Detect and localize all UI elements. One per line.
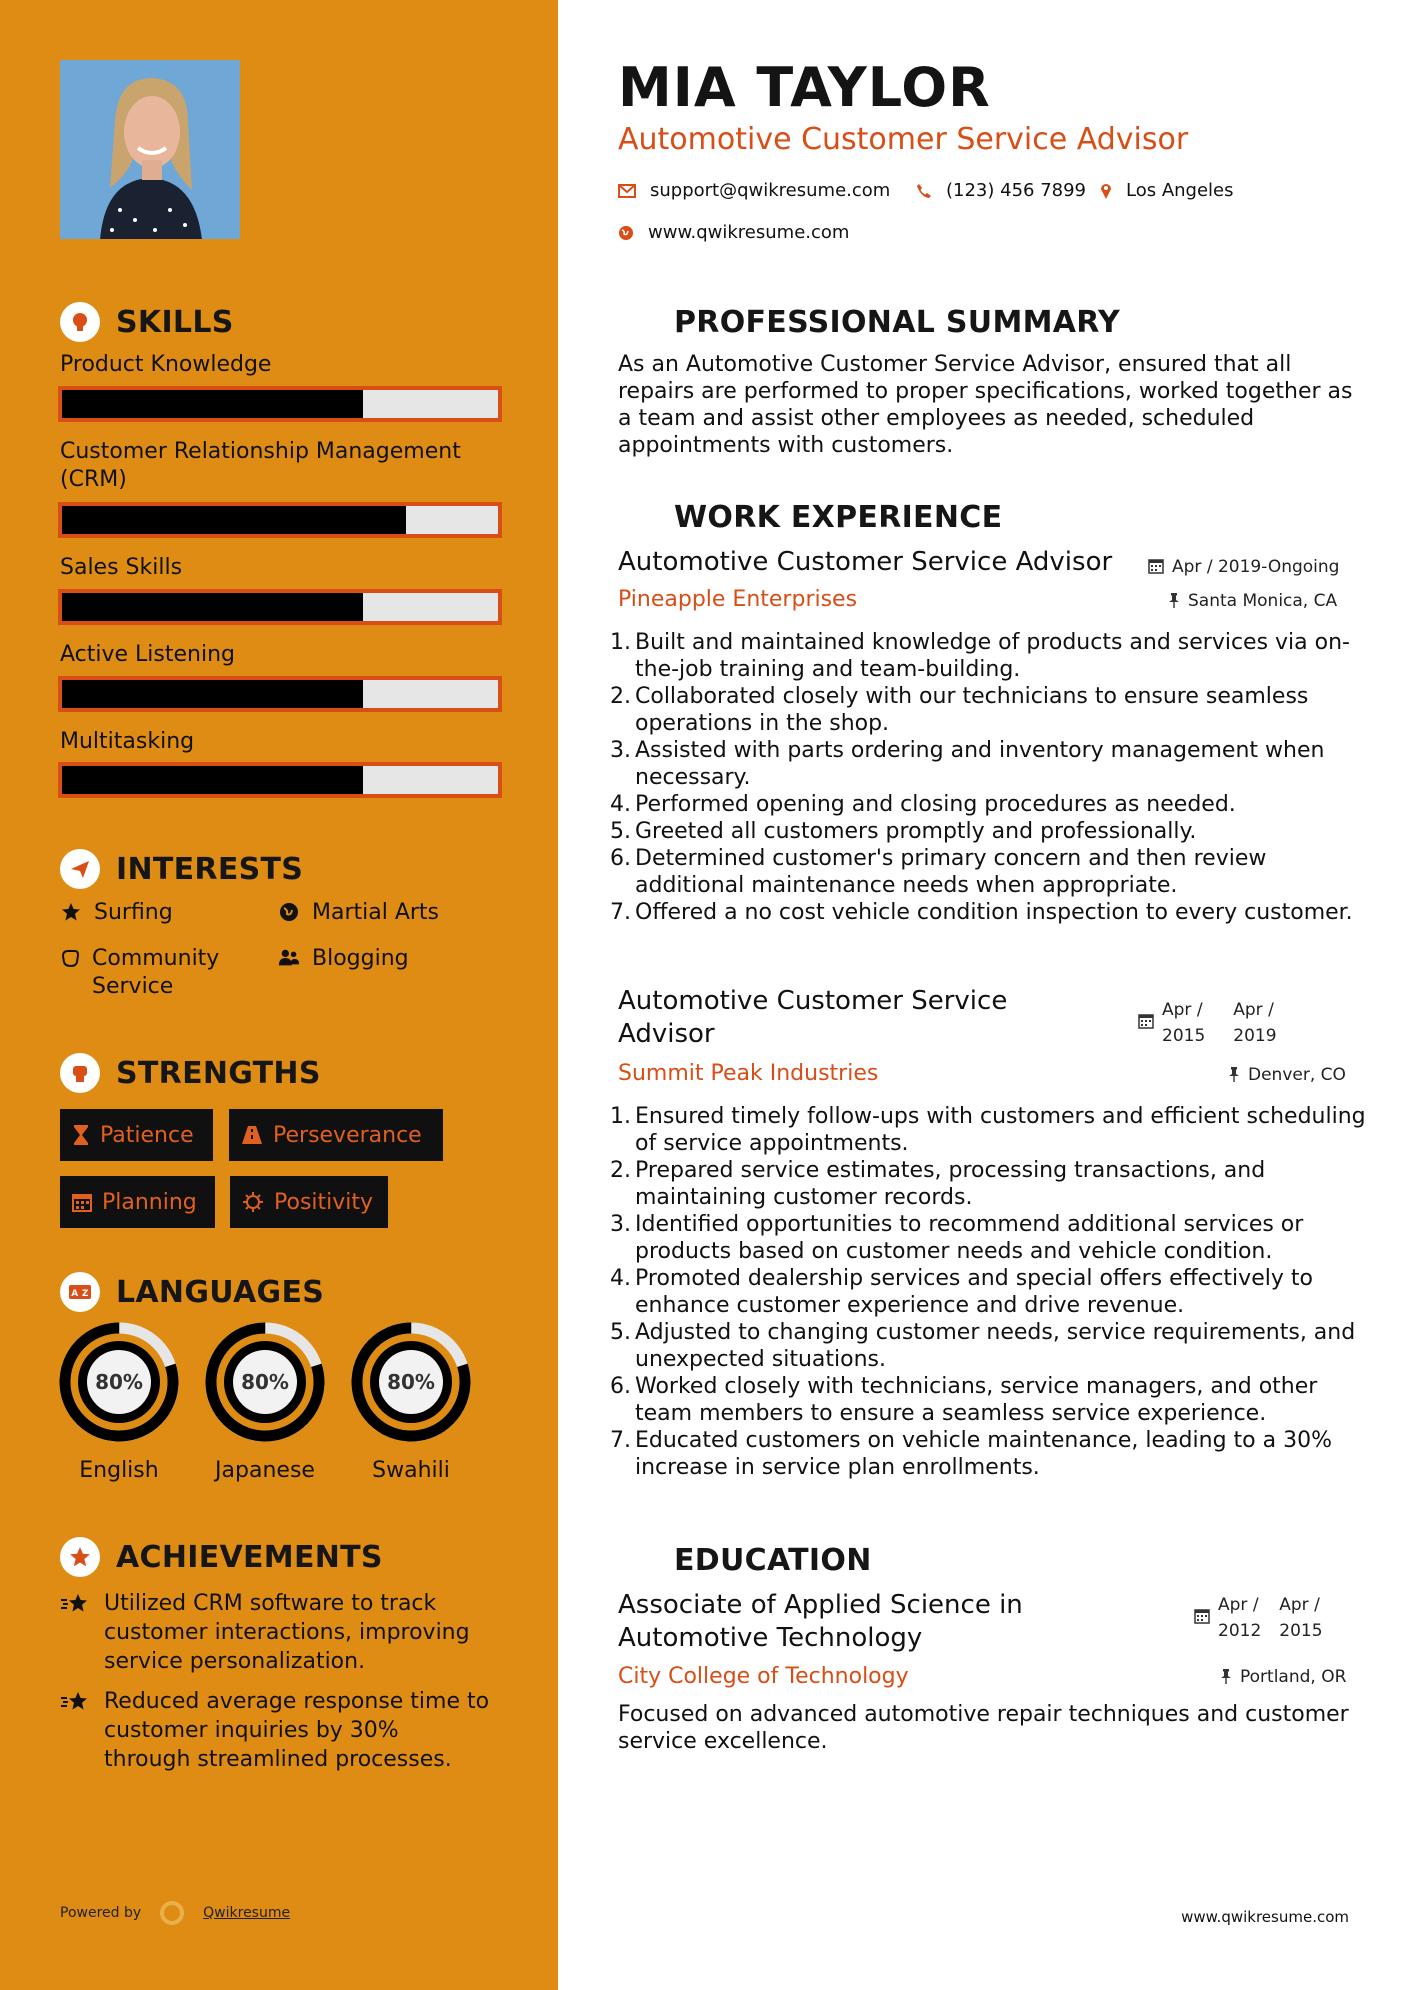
- paper-plane-icon: [60, 849, 100, 889]
- sidebar: [0, 0, 558, 1990]
- translate-icon: [60, 1272, 100, 1312]
- hand-icon: [60, 945, 80, 968]
- skill-bar-fill: [62, 390, 363, 418]
- education-heading: EDUCATION: [618, 1540, 872, 1580]
- list-item: 1. Ensured timely follow-ups with customers and efficient scheduling of service appointments.: [610, 1104, 1366, 1156]
- interests-heading: [60, 849, 303, 889]
- award-star-icon: [60, 1537, 100, 1577]
- job-location: Denver, CO: [1228, 1062, 1346, 1088]
- star-icon: [60, 899, 82, 922]
- list-item: 3. Identified opportunities to recommend additional services or products based on customer needs and vehicle condition.: [610, 1212, 1304, 1264]
- calendar-icon: [72, 1192, 92, 1212]
- skill-bar: [58, 762, 502, 798]
- road-icon: [241, 1125, 263, 1145]
- strength-chip: Patience: [60, 1109, 213, 1161]
- star-burst-icon: [60, 1687, 92, 1774]
- job-date: Apr / 2019-Ongoing: [1148, 554, 1339, 580]
- list-item: 6. Worked closely with technicians, service managers, and other team members to ensure a seamless service experience.: [610, 1374, 1318, 1426]
- strength-chip: Planning: [60, 1176, 215, 1228]
- skill-label: Product Knowledge: [60, 352, 272, 377]
- skills-heading: [60, 302, 234, 342]
- school-name: City College of Technology: [618, 1664, 909, 1689]
- graduation-icon: [618, 1540, 658, 1580]
- profile-photo: [60, 60, 240, 239]
- skill-bar-fill: [62, 680, 363, 708]
- strength-chip: Positivity: [230, 1176, 388, 1228]
- languages-heading-text: LANGUAGES: [116, 1274, 325, 1310]
- company-name: Pineapple Enterprises: [618, 587, 858, 612]
- interest-item: Martial Arts: [278, 899, 439, 927]
- user-icon: [618, 302, 658, 342]
- footer-website[interactable]: www.qwikresume.com: [1181, 1908, 1349, 1926]
- skill-bar: [58, 589, 502, 625]
- skill-bar: [58, 502, 502, 538]
- candidate-name: MIA TAYLOR: [618, 56, 991, 119]
- contact-location: Los Angeles: [1100, 180, 1234, 201]
- job-location: Santa Monica, CA: [1168, 588, 1337, 614]
- summary-heading: PROFESSIONAL SUMMARY: [618, 302, 1120, 342]
- email-link[interactable]: support@qwikresume.com: [650, 180, 891, 201]
- envelope-icon: [618, 184, 636, 198]
- list-item: 5. Adjusted to changing customer needs, service requirements, and unexpected situations.: [610, 1320, 1356, 1372]
- lightbulb-icon: [60, 302, 100, 342]
- skill-bar: [58, 386, 502, 422]
- pushpin-icon: [1228, 1062, 1240, 1082]
- skill-label: Customer Relationship Management (CRM): [60, 439, 461, 492]
- calendar-icon: [1148, 554, 1164, 574]
- strengths-heading: [60, 1053, 321, 1093]
- location-pin-icon: [1100, 182, 1112, 200]
- language-ring: [58, 1321, 180, 1443]
- job-title: Automotive Customer Service Advisor: [618, 547, 1113, 577]
- list-item: 6. Determined customer's primary concern and then review additional maintenance needs when appropriate.: [610, 846, 1267, 898]
- star-burst-icon: [60, 1589, 92, 1676]
- interests-heading-text: INTERESTS: [116, 851, 304, 887]
- language-ring: [350, 1321, 472, 1443]
- skill-bar: [58, 676, 502, 712]
- contact-website: [618, 222, 849, 243]
- languages-heading: [60, 1272, 324, 1312]
- summary-text: As an Automotive Customer Service Advisor, ensured that all repairs are performed to proper specifications, worked together as a team and assist other employees as needed, scheduled appointments with customers.: [618, 352, 1353, 458]
- job-date: Apr / 2015 Apr / 2019: [1138, 997, 1277, 1049]
- svg-text:A Z: A Z: [71, 1289, 89, 1299]
- list-item: 4. Promoted dealership services and special offers effectively to enhance customer experience and drive revenue.: [610, 1266, 1313, 1318]
- powered-by: Powered by Qwikresume: [60, 1900, 290, 1926]
- fist-icon: [60, 1053, 100, 1093]
- work-experience-heading: WORK EXPERIENCE: [618, 497, 1002, 537]
- list-item: 2. Prepared service estimates, processing transactions, and maintaining customer records.: [610, 1158, 1266, 1210]
- achievement-item: Utilized CRM software to track customer interactions, improving service personalization.: [60, 1589, 490, 1676]
- education-location: Portland, OR: [1220, 1664, 1346, 1690]
- contact-phone: [916, 180, 1086, 201]
- job-bullets: [610, 629, 1370, 926]
- language-label: Japanese: [215, 1458, 315, 1483]
- candidate-title: Automotive Customer Service Advisor: [618, 122, 1189, 157]
- list-item: 7. Offered a no cost vehicle condition inspection to every customer.: [610, 900, 1353, 925]
- users-icon: [278, 945, 300, 968]
- skill-bar-fill: [62, 506, 406, 534]
- achievements-heading: [60, 1537, 383, 1577]
- job-bullets: [610, 1103, 1370, 1481]
- interest-item: Blogging: [278, 945, 409, 973]
- interest-item: Community Service: [60, 945, 260, 1001]
- globe-icon: [618, 225, 634, 241]
- list-item: 4. Performed opening and closing procedures as needed.: [610, 792, 1236, 817]
- phone-link[interactable]: (123) 456 7899: [946, 180, 1087, 201]
- achievements-heading-text: ACHIEVEMENTS: [116, 1539, 383, 1575]
- list-item: 3. Assisted with parts ordering and inventory management when necessary.: [610, 738, 1325, 790]
- job-title: Automotive Customer Service Advisor: [618, 986, 1008, 1049]
- company-name: Summit Peak Industries: [618, 1061, 879, 1086]
- skill-label: Sales Skills: [60, 555, 183, 580]
- achievement-item: Reduced average response time to customer inquiries by 30% through streamlined processes.: [60, 1687, 490, 1774]
- hourglass-icon: [72, 1124, 90, 1146]
- language-percent: 80%: [241, 1370, 289, 1394]
- pushpin-icon: [1168, 588, 1180, 608]
- skill-label: Multitasking: [60, 729, 195, 754]
- strengths-heading-text: STRENGTHS: [116, 1055, 321, 1091]
- interest-item: Surfing: [60, 899, 173, 927]
- language-percent: 80%: [95, 1370, 143, 1394]
- list-item: 2. Collaborated closely with our technicians to ensure seamless operations in the shop.: [610, 684, 1309, 736]
- list-item: 1. Built and maintained knowledge of products and services via on-the-job training and team-building.: [610, 630, 1350, 682]
- contact-email: [618, 180, 890, 201]
- degree-title: Associate of Applied Science in Automotive Technology: [618, 1590, 1023, 1653]
- calendar-icon: [1138, 997, 1154, 1029]
- list-item: 7. Educated customers on vehicle maintenance, leading to a 30% increase in service plan enrollments.: [610, 1428, 1332, 1480]
- education-text: Focused on advanced automotive repair techniques and customer service excellence.: [618, 1702, 1349, 1754]
- list-item: 5. Greeted all customers promptly and professionally.: [610, 819, 1197, 844]
- qwikresume-logo-icon: [159, 1900, 185, 1926]
- pushpin-icon: [1220, 1664, 1232, 1684]
- office-chair-icon: [618, 497, 658, 537]
- phone-icon: [916, 183, 932, 199]
- calendar-icon: [1194, 1592, 1210, 1624]
- language-label: Swahili: [372, 1458, 450, 1483]
- globe-icon: [278, 899, 300, 922]
- website-link[interactable]: www.qwikresume.com: [648, 222, 850, 243]
- language-ring: [204, 1321, 326, 1443]
- skill-bar-fill: [62, 593, 363, 621]
- language-label: English: [79, 1458, 159, 1483]
- education-date: Apr / 2012 Apr / 2015: [1194, 1592, 1323, 1644]
- qwikresume-link[interactable]: Qwikresume: [203, 1905, 291, 1921]
- sun-icon: [242, 1191, 264, 1213]
- skill-label: Active Listening: [60, 642, 236, 667]
- language-percent: 80%: [387, 1370, 435, 1394]
- skills-heading-text: SKILLS: [116, 304, 234, 340]
- skill-bar-fill: [62, 766, 363, 794]
- strength-chip: Perseverance: [229, 1109, 443, 1161]
